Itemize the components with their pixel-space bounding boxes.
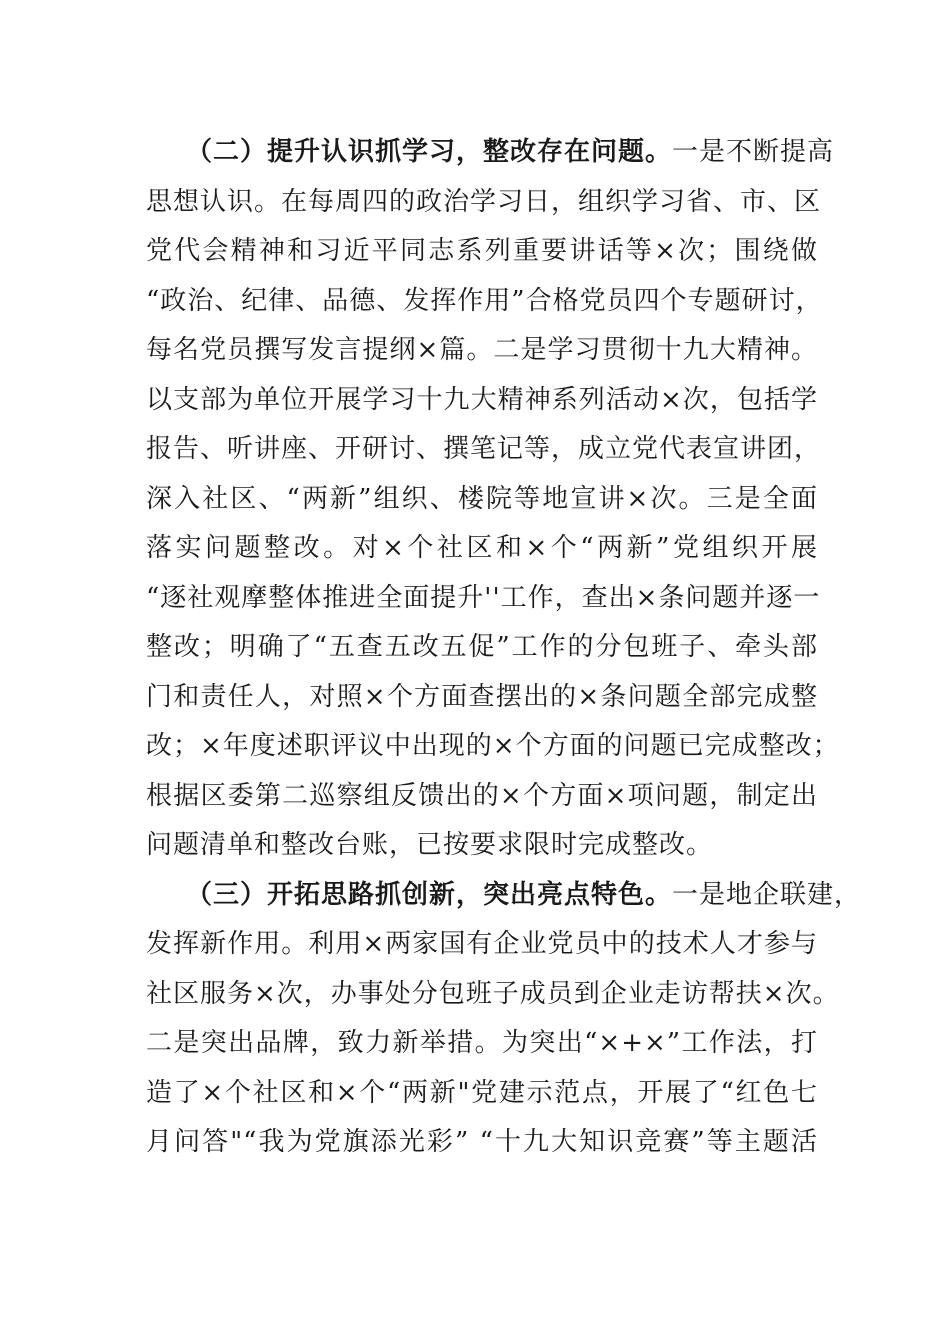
paragraph-3 <box>146 871 862 1168</box>
paragraph-line: 月问答"“我为党旗添光彩” “十九大知识竞赛”等主题活 <box>146 1127 818 1157</box>
paragraph-2 <box>146 128 840 871</box>
paragraph-line: 党代会精神和习近平同志系列重要讲话等×次；围绕做 <box>146 236 818 266</box>
paragraph-line: 报告、听讲座、开研讨、撰笔记等，成立党代表宣讲团， <box>146 434 822 464</box>
line-text: 一是不断提高 <box>672 137 835 167</box>
document-body <box>146 128 862 1168</box>
line-text: 一是地企联建， <box>672 879 862 910</box>
paragraph-line: 发挥新作用。利用×两家国有企业党员中的技术人才参与 <box>146 929 818 959</box>
paragraph-line <box>146 871 862 921</box>
paragraph-line: 根据区委第二巡察组反馈出的×个方面×项问题，制定出 <box>146 780 818 811</box>
paragraph-line: 思想认识。在每周四的政治学习日，组织学习省、市、区 <box>146 186 822 217</box>
paragraph-line: 二是突出品牌，致力新举措。为突出“×+×”工作法，打 <box>146 1028 818 1058</box>
paragraph-line: 每名党员撰写发言提纲×篇。二是学习贯彻十九大精神。 <box>146 335 818 365</box>
paragraph-line: “逐社观摩整体推进全面提升''工作，查出×条问题并逐一 <box>146 582 821 613</box>
paragraph-line: 问题清单和整改台账，已按要求限时完成整改。 <box>146 830 714 860</box>
paragraph-line: 落实问题整改。对×个社区和×个“两新”党组织开展 <box>146 533 818 563</box>
paragraph-line: 社区服务×次，办事处分包班子成员到企业走访帮扶×次。 <box>146 978 840 1009</box>
paragraph-line: 改；×年度述职评议中出现的×个方面的问题已完成整改； <box>146 731 840 761</box>
paragraph-line <box>146 128 835 178</box>
paragraph-line: 以支部为单位开展学习十九大精神系列活动×次，包括学 <box>146 384 818 415</box>
section-heading: （二）提升认识抓学习，整改存在问题。 <box>186 137 673 167</box>
section-heading: （三）开拓思路抓创新，突出亮点特色。 <box>186 879 673 910</box>
paragraph-line: “政治、纪律、品德、发挥作用”合格党员四个专题研讨， <box>146 285 823 316</box>
paragraph-line: 整改；明确了“五查五改五促”工作的分包班子、牵头部 <box>146 632 818 662</box>
paragraph-line: 深入社区、“两新”组织、楼院等地宣讲×次。三是全面 <box>146 483 818 514</box>
paragraph-line: 门和责任人，对照×个方面查摆出的×条问题全部完成整 <box>146 681 818 712</box>
paragraph-line: 造了×个社区和×个“两新"党建示范点，开展了“红色七 <box>146 1077 818 1108</box>
